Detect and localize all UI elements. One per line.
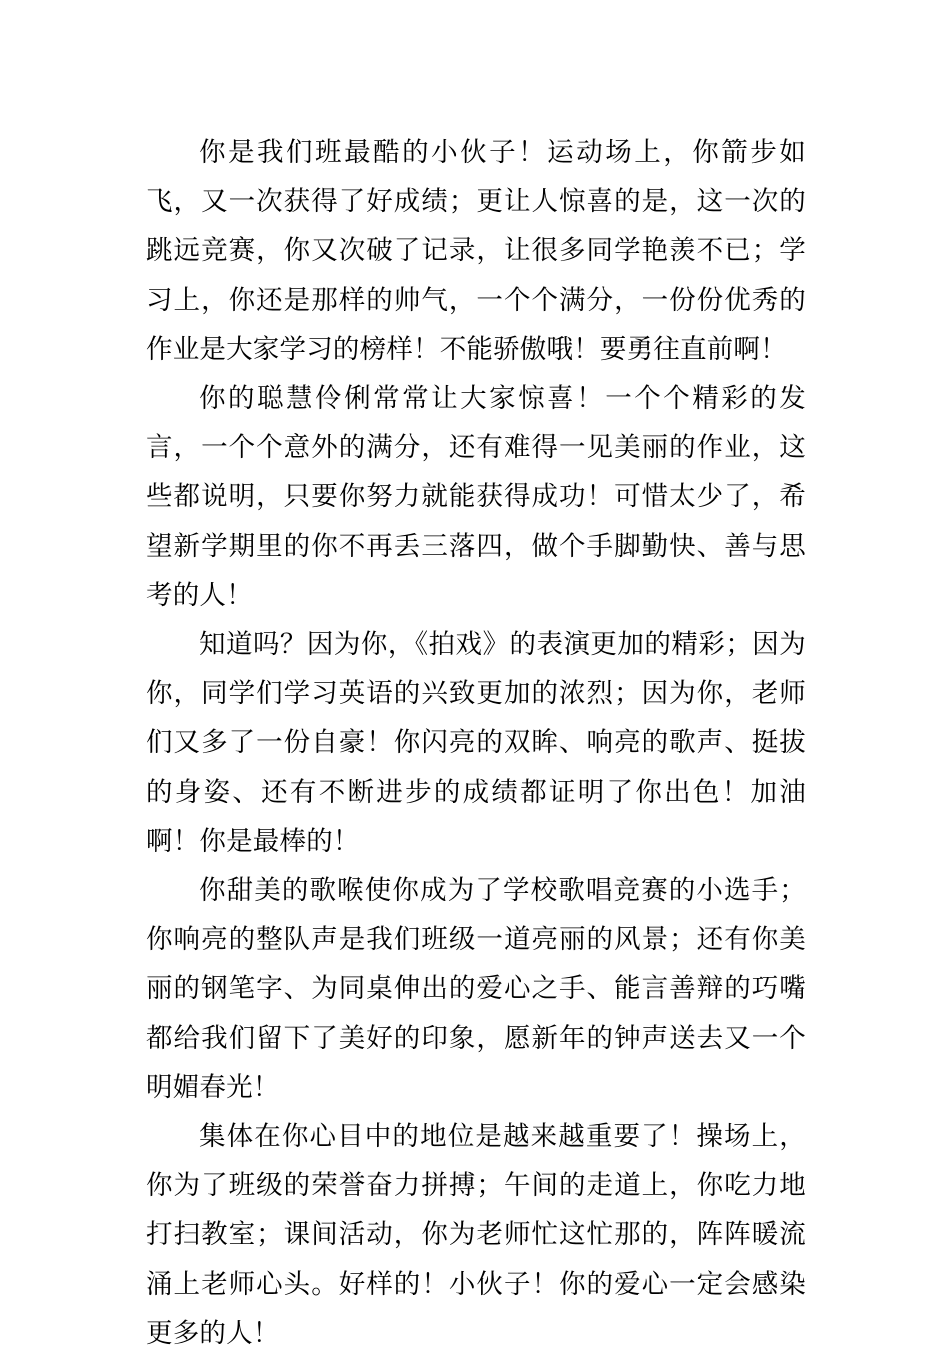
- paragraph-2: 你的聪慧伶俐常常让大家惊喜！一个个精彩的发言，一个个意外的满分，还有难得一见美丽的作业，这些都说明，只要你努力就能获得成功！可惜太少了，希望新学期里的你不再丢三落四，做个手脚勤快、善与思考的人！: [146, 383, 806, 611]
- document-body: [146, 128, 806, 1358]
- paragraph-3: 知道吗？因为你，《拍戏》的表演更加的精彩；因为你，同学们学习英语的兴致更加的浓烈；因为你，老师们又多了一份自豪！你闪亮的双眸、响亮的歌声、挺拔的身姿、还有不断进步的成绩都证明了你出色！加油啊！你是最棒的！: [146, 629, 806, 857]
- paragraph-5: 集体在你心目中的地位是越来越重要了！操场上，你为了班级的荣誉奋力拼搏；午间的走道上，你吃力地打扫教室；课间活动，你为老师忙这忙那的，阵阵暖流涌上老师心头。好样的！小伙子！你的爱心一定会感染更多的人！: [146, 1121, 806, 1349]
- paragraph-4: 你甜美的歌喉使你成为了学校歌唱竞赛的小选手；你响亮的整队声是我们班级一道亮丽的风景；还有你美丽的钢笔字、为同桌伸出的爱心之手、能言善辩的巧嘴都给我们留下了美好的印象，愿新年的钟声送去又一个明媚春光！: [146, 875, 806, 1103]
- paragraph-1: 你是我们班最酷的小伙子！运动场上，你箭步如飞，又一次获得了好成绩；更让人惊喜的是，这一次的跳远竞赛，你又次破了记录，让很多同学艳羡不已；学习上，你还是那样的帅气，一个个满分，一份份优秀的作业是大家学习的榜样！不能骄傲哦！要勇往直前啊！: [146, 137, 806, 365]
